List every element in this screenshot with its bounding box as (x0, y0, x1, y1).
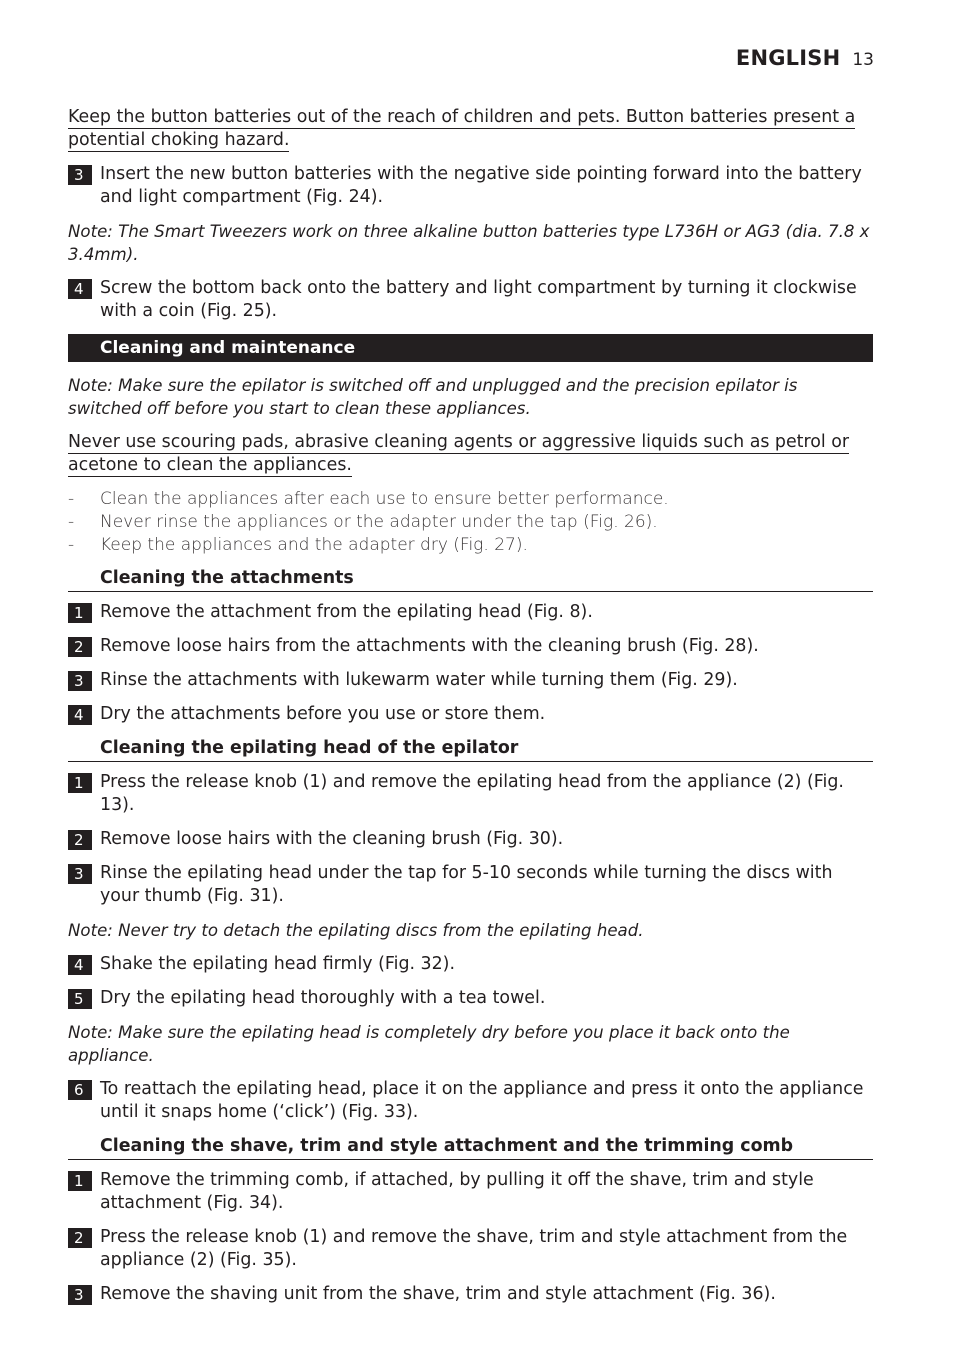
step-number-badge: 3 (68, 1285, 92, 1305)
step-item (68, 635, 873, 658)
step-number-badge: 2 (68, 637, 92, 657)
steps-epilating-head-c (68, 1078, 873, 1124)
note-batteries: Note: The Smart Tweezers work on three alkaline button batteries type L736H or AG3 (dia. 7.8 x 3.4mm). (68, 222, 870, 264)
step-item (68, 669, 873, 692)
step-text: Rinse the epilating head under the tap for 5-10 seconds while turning the discs with your thumb (Fig. 31). (100, 863, 833, 906)
step-item (68, 601, 873, 624)
list-item: - Never rinse the appliances or the adapter under the tap (Fig. 26). (68, 512, 658, 532)
step-item (68, 862, 873, 908)
step-item (68, 771, 873, 817)
step-item (68, 1169, 873, 1215)
step-number-badge: 6 (68, 1080, 92, 1100)
page-header (736, 46, 874, 70)
warning-cleaning-text: Never use scouring pads, abrasive cleaning agents or aggressive liquids such as petrol or acetone to clean the appliances. (68, 432, 850, 475)
subheading-shave-trim: Cleaning the shave, trim and style attachment and the trimming comb (68, 1135, 873, 1160)
step-number-badge: 3 (68, 864, 92, 884)
step-item (68, 277, 873, 323)
bullet-text: Clean the appliances after each use to ensure better performance. (100, 489, 669, 509)
bullet-text: Keep the appliances and the adapter dry (Fig. 27). (100, 535, 528, 555)
step-number-badge: 1 (68, 603, 92, 623)
step-number-badge: 2 (68, 830, 92, 850)
step-number-badge: 2 (68, 1228, 92, 1248)
step-number-badge: 5 (68, 989, 92, 1009)
step-text: Shake the epilating head firmly (Fig. 32). (100, 954, 455, 974)
section-title-cleaning: Cleaning and maintenance (68, 334, 873, 362)
warning-cleaning (68, 431, 873, 477)
step-number-badge: 1 (68, 773, 92, 793)
step-text: Remove loose hairs with the cleaning brush (Fig. 30). (100, 829, 564, 849)
step-text: Remove the shaving unit from the shave, trim and style attachment (Fig. 36). (100, 1284, 776, 1304)
bullet-text: Never rinse the appliances or the adapter under the tap (Fig. 26). (100, 512, 658, 532)
step-number-badge: 3 (68, 671, 92, 691)
step-text: Screw the bottom back onto the battery and light compartment by turning it clockwise with a coin (Fig. 25). (100, 278, 857, 321)
step-item (68, 1078, 873, 1124)
list-item: - Keep the appliances and the adapter dry (Fig. 27). (68, 535, 528, 555)
step-item (68, 1283, 873, 1306)
steps-batteries (68, 163, 873, 209)
step-text: Remove the trimming comb, if attached, by pulling it off the shave, trim and style attachment (Fig. 34). (100, 1170, 814, 1213)
page-number: 13 (852, 50, 874, 70)
step-text: Insert the new button batteries with the negative side pointing forward into the battery and light compartment (Fig. 24). (100, 164, 862, 207)
step-item (68, 703, 873, 726)
step-text: Press the release knob (1) and remove the shave, trim and style attachment from the appliance (2) (Fig. 35). (100, 1227, 848, 1270)
step-text: Remove loose hairs from the attachments with the cleaning brush (Fig. 28). (100, 636, 759, 656)
step-text: Dry the epilating head thoroughly with a tea towel. (100, 988, 546, 1008)
subheading-attachments: Cleaning the attachments (68, 567, 873, 592)
steps-shave-trim (68, 1169, 873, 1306)
steps-attachments (68, 601, 873, 726)
step-number-badge: 4 (68, 705, 92, 725)
note-epilating-discs: Note: Never try to detach the epilating discs from the epilating head. (68, 921, 644, 940)
step-text: Dry the attachments before you use or store them. (100, 704, 546, 724)
note-cleaning: Note: Make sure the epilator is switched off and unplugged and the precision epilator is switched off before you start to clean these appliances. (68, 376, 798, 418)
step-text: Remove the attachment from the epilating head (Fig. 8). (100, 602, 593, 622)
language-label: ENGLISH (735, 46, 841, 70)
page-content (68, 106, 873, 1317)
step-text: Press the release knob (1) and remove the epilating head from the appliance (2) (Fig. 13). (100, 772, 844, 815)
step-item (68, 828, 873, 851)
steps-screw (68, 277, 873, 323)
subheading-epilating-head: Cleaning the epilating head of the epilator (68, 737, 873, 762)
step-number-badge: 4 (68, 955, 92, 975)
steps-epilating-head-a (68, 771, 873, 908)
step-number-badge: 3 (68, 165, 92, 185)
warning-batteries (68, 106, 873, 152)
step-number-badge: 4 (68, 279, 92, 299)
step-text: Rinse the attachments with lukewarm water while turning them (Fig. 29). (100, 670, 738, 690)
warning-batteries-text: Keep the button batteries out of the reach of children and pets. Button batteries present a potential choking hazard. (68, 107, 856, 150)
step-text: To reattach the epilating head, place it on the appliance and press it onto the appliance until it snaps home (‘click’) (Fig. 33). (100, 1079, 864, 1122)
step-item (68, 987, 873, 1010)
step-number-badge: 1 (68, 1171, 92, 1191)
step-item (68, 163, 873, 209)
list-item: - Clean the appliances after each use to ensure better performance. (68, 489, 669, 509)
step-item (68, 953, 873, 976)
step-item (68, 1226, 873, 1272)
steps-epilating-head-b (68, 953, 873, 1010)
cleaning-bullet-list (68, 488, 873, 557)
note-epilating-dry: Note: Make sure the epilating head is completely dry before you place it back onto the appliance. (68, 1023, 790, 1065)
